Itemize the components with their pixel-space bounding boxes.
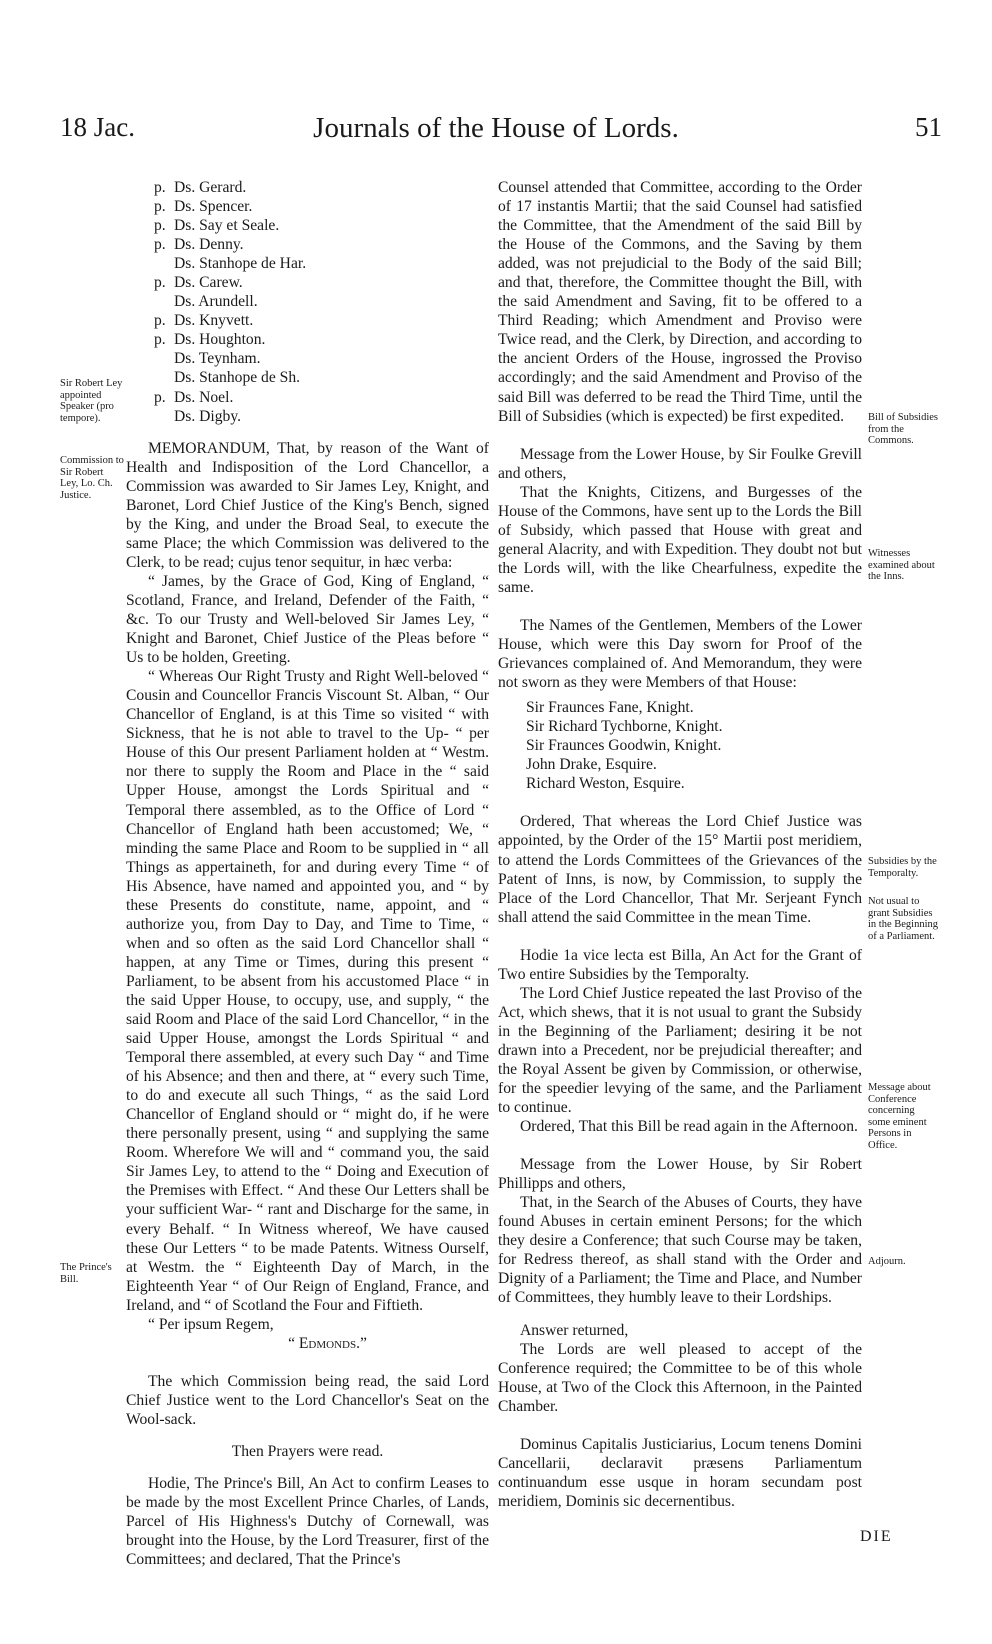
margin-note-adjourn: Adjourn. bbox=[868, 1256, 906, 1267]
message-phillipps-intro: Message from the Lower House, by Sir Robert Phillipps and others, bbox=[498, 1156, 862, 1193]
margin-note-ley-speaker: Sir Robert Ley appointed Speaker (pro tempore). bbox=[60, 378, 123, 424]
proviso-paragraph: The Lord Chief Justice repeated the last Proviso of the Act, which shews, that it is not usual to grant the Subsidy in the Beginning of the Parliament; desiring it be not drawn into a Precedent, nor be prejudicial thereafter; and the Royal Assent be given by Commission, or otherwise, for the speedier levying of the same, and the Parliament to continue. bbox=[498, 984, 862, 1117]
left-column bbox=[126, 178, 489, 1569]
ordered-read-again: Ordered, That this Bill be read again in the Afternoon. bbox=[520, 1118, 858, 1136]
commission-salutation: “ James, by the Grace of God, King of England, “ Scotland, France, and Ireland, Defender of the Faith, “ &c. To our Trusty and Well-beloved Sir James Ley, “ Knight and Baronet, Chief Justice of the Pleas before “ Us to be holden, Greeting. bbox=[126, 572, 489, 667]
lord-entry bbox=[154, 407, 489, 426]
margin-note-not-usual: Not usual to grant Subsidies in the Beginning of a Parliament. bbox=[868, 896, 938, 942]
lord-name: Ds. Digby. bbox=[174, 407, 241, 425]
lord-name: Ds. Say et Seale. bbox=[174, 217, 280, 235]
witnesses-paragraph: The Names of the Gentlemen, Members of the Lower House, which were this Day sworn for Proof of the Grievances complained of. And Memorandum, they were not sworn as they were Members of that House: bbox=[498, 616, 862, 692]
commission-body: “ Whereas Our Right Trusty and Right Well-beloved “ Cousin and Councellor Francis Viscount St. Alban, “ Our Chancellor of England, is at this Time so visited “ with Sickness, that he is not able to travel to the Up- “ per House of this Our present Parliament holden at “ Westm. nor there to supply the Room and Place in the “ said Upper House, amongst the Lords Spiritual and “ Temporal there assembled, as to the Office of Lord “ Chancellor of England hath been accustomed; We, “ minding the same Place and Room to be supplied in “ all Things as appertaineth, for and during every Time “ of His Absence, have named and appointed you, and “ by these Presents do constitute, name, appoint, and “ authorize you, from Day to Day, and Time to Time, “ when and so often as the said Lord Chancellor shall “ happen, at any Time or Times, during this present “ Parliament, to be absent from his accustomed Place “ in the said Upper House, to occupy, use, and supply, “ the said Room and Place of the said Lord Chancellor, “ in the said Upper House, amongst the Lords Spiritual “ and Temporal there assembled, at every such Day “ and Time of his Absence; and then and there, at “ every such Time, to do and execute all such Things, “ as the said Lord Chancellor of England should or “ might do, if he were there personally present, using “ and supplying the same Room. Wherefore We will and “ command you, the said Sir James Ley, to attend to the “ Doing and Execution of the Premises with Effect. “ And these Our Letters shall be your sufficient War- “ rant and Discharge for the same, in every Behalf. “ In Witness whereof, We have caused these Our Letters “ to be made Patents. Witness Ourself, at Westm. the “ Eighteenth Day of March, in the Eighteenth Year “ of Our Reign of England, France, and Ireland, and “ of Scotland the Four and Fiftieth. bbox=[126, 668, 489, 1314]
margin-note-subsidies-commons: Bill of Subsidies from the Commons. bbox=[868, 412, 939, 446]
lord-entry bbox=[154, 235, 489, 254]
prayers-line: Then Prayers were read. bbox=[231, 1443, 384, 1460]
catchword: DIE bbox=[860, 1528, 893, 1545]
lord-entry bbox=[154, 178, 489, 197]
present-mark: p. bbox=[154, 198, 166, 216]
lord-name: Ds. Knyvett. bbox=[174, 312, 254, 330]
running-head-regnal-year: 18 Jac. bbox=[60, 112, 135, 142]
present-mark: p. bbox=[154, 274, 166, 292]
lord-name: Ds. Houghton. bbox=[174, 331, 266, 349]
memorandum-paragraph: MEMORANDUM, That, by reason of the Want of Health and Indisposition of the Lord Chancellor, a Commission was awarded to Sir James Ley, Knight, and Baronet, Lord Chief Justice of the King's Bench, signed by the King, and under the Broad Seal, to execute the same Place; the which Commission was delivered to the Clerk, to be read; cujus tenor sequitur, in hæc verba: bbox=[126, 439, 489, 571]
right-column bbox=[498, 178, 862, 1511]
margin-note-witnesses: Witnesses examined about the Inns. bbox=[868, 548, 935, 582]
ordered-fynch-paragraph: Ordered, That whereas the Lord Chief Justice was appointed, by the Order of the 15° Martii post meridiem, to attend the Lords Committees of the Grievances of the Patent of Inns, is now, by Commission, to supply the Place of the Lord Chancellor, That Mr. Serjeant Fynch shall attend the said Committee in the mean Time. bbox=[498, 813, 862, 926]
witness-names-list bbox=[526, 698, 862, 793]
lords-attendance-list bbox=[154, 178, 489, 426]
princes-bill-continuation: Counsel attended that Committee, according to the Order of 17 instantis Martii; that the said Counsel had satisfied the Committee, that the Amendment of the said Bill by the House of the Commons, and the Saving by them added, was not prejudicial to the Body of the said Bill; and that, therefore, the Committee thought the Bill, with the said Amendment and Saving, fit to be offered to a Third Reading; which Amendment and Proviso were Twice read, and the Clerk, by Direction, and according to the ancient Orders of the House, ingrossed the Proviso accordingly; and the said Amendment and Proviso of the said Bill was deferred to be read the Third Time, until the Bill of Subsidies (which is expected) be first expedited. bbox=[498, 179, 862, 425]
lord-name: Ds. Gerard. bbox=[174, 179, 247, 196]
answer-label: Answer returned, bbox=[520, 1321, 629, 1339]
lord-name: Ds. Denny. bbox=[174, 236, 244, 254]
present-mark: p. bbox=[154, 217, 166, 235]
witness-name: Richard Weston, Esquire. bbox=[526, 775, 685, 793]
present-mark: p. bbox=[154, 236, 166, 254]
witness-name: Sir Richard Tychborne, Knight. bbox=[526, 718, 723, 736]
message-phillipps-body: That, in the Search of the Abuses of Courts, they have found Abuses in certain eminent Persons; for the which they desire a Conference; that such Course may be taken, for Redress thereof, as shall stand with the Order and Dignity of a Parliament; the Time and Place, and Number of Committees, they humbly leave to their Lordships. bbox=[498, 1194, 862, 1307]
commission-read-paragraph: The which Commission being read, the said Lord Chief Justice went to the Lord Chancellor's Seat on the Wool-sack. bbox=[126, 1372, 489, 1428]
lord-name: Ds. Arundell. bbox=[174, 293, 258, 311]
lord-entry bbox=[154, 368, 489, 387]
princes-bill-paragraph: Hodie, The Prince's Bill, An Act to confirm Leases to be made by the most Excellent Prince Charles, of Lands, Parcel of His Highness's Dutchy of Cornewall, was brought into the House, by the Lord Treasurer, first of the Committees; and declared, That the Prince's bbox=[126, 1475, 489, 1569]
present-mark: p. bbox=[154, 388, 166, 406]
lord-entry bbox=[154, 349, 489, 368]
lord-entry bbox=[154, 292, 489, 311]
lord-entry bbox=[154, 311, 489, 330]
witness-name: John Drake, Esquire. bbox=[526, 756, 657, 774]
margin-note-commission: Commission to Sir Robert Ley, Lo. Ch. Justice. bbox=[60, 455, 124, 501]
present-mark: p. bbox=[154, 179, 166, 196]
lord-name: Ds. Teynham. bbox=[174, 350, 261, 368]
lord-entry bbox=[154, 216, 489, 235]
lord-entry bbox=[154, 273, 489, 292]
adjournment-paragraph: Dominus Capitalis Justiciarius, Locum tenens Domini Cancellarii, declaravit præsens Parliamentum continuandum esse usque in horam secundam post meridiem, Dominis sic decernentibus. bbox=[498, 1435, 862, 1510]
margin-note-princes-bill: The Prince's Bill. bbox=[60, 1262, 112, 1285]
witness-name: Sir Fraunces Goodwin, Knight. bbox=[526, 737, 722, 755]
present-mark: p. bbox=[154, 312, 166, 330]
signature-edmonds: “ Edmonds.” bbox=[288, 1334, 367, 1352]
present-mark: p. bbox=[154, 331, 166, 349]
message-subsidy-intro: Message from the Lower House, by Sir Foulke Grevill and others, bbox=[498, 445, 862, 482]
lord-name: Ds. Noel. bbox=[174, 388, 234, 406]
message-subsidy-body: That the Knights, Citizens, and Burgesses of the House of the Commons, have sent up to the Lords the Bill of Subsidy, which passed that House with great and general Alacrity, and with Expedition. They doubt not but the Lords will, with the like Chearfulness, expedite the same. bbox=[498, 483, 862, 596]
margin-note-conference: Message about Conference concerning some eminent Persons in Office. bbox=[868, 1082, 931, 1151]
lord-name: Ds. Spencer. bbox=[174, 198, 253, 216]
lord-entry bbox=[154, 197, 489, 216]
running-head-title: Journals of the House of Lords. bbox=[313, 112, 679, 144]
witness-name: Sir Fraunces Fane, Knight. bbox=[526, 699, 694, 717]
per-ipsum-regem: “ Per ipsum Regem, bbox=[148, 1315, 274, 1333]
lord-entry bbox=[154, 254, 489, 273]
page-number: 51 bbox=[915, 112, 942, 142]
lord-name: Ds. Carew. bbox=[174, 274, 243, 292]
lord-entry bbox=[154, 388, 489, 407]
margin-note-subsidies-temporalty: Subsidies by the Temporalty. bbox=[868, 856, 937, 879]
hodie-subsidy-bill: Hodie 1a vice lecta est Billa, An Act for the Grant of Two entire Subsidies by the Temporalty. bbox=[498, 946, 862, 983]
lord-name: Ds. Stanhope de Sh. bbox=[174, 369, 301, 387]
lord-entry bbox=[154, 330, 489, 349]
lord-name: Ds. Stanhope de Har. bbox=[174, 255, 307, 273]
answer-body: The Lords are well pleased to accept of the Conference required; the Committee to be of this whole House, at Two of the Clock this Afternoon, in the Painted Chamber. bbox=[498, 1340, 862, 1415]
